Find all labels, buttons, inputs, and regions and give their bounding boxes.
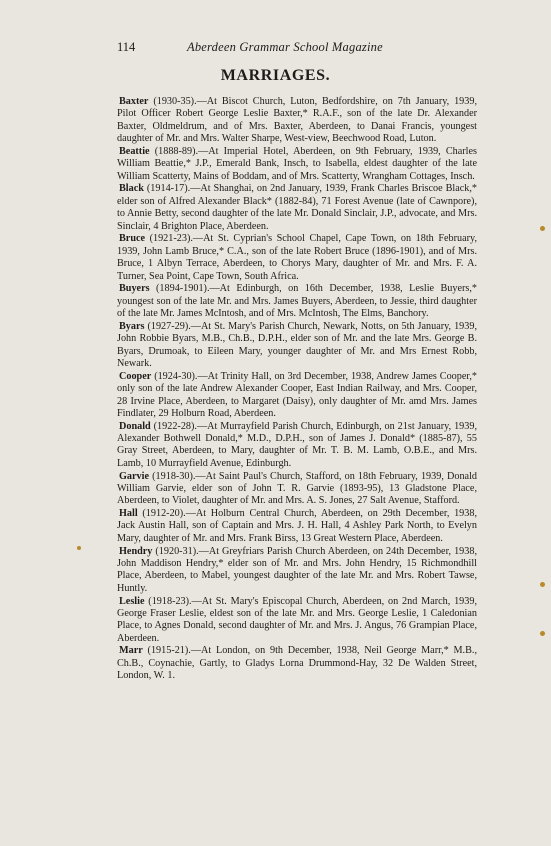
entry-text: (1912-20).—At Holburn Central Church, Aberdeen, on 29th December, 1938, Jack Austin Hall, son of Captain and Mrs. J. H. Hall, 4 Ashley Park North, to Evelyn Mary, daughter of Mr. and Mrs. Frank Birss, 13 Great Western Place, Aberdeen. (117, 508, 478, 544)
marriage-entry (117, 183, 477, 233)
entry-text: (1888-89).—At Imperial Hotel, Aberdeen, on 9th February, 1939, Charles William Beattie,* J.P., Emerald Bank, Insch, to Isabella, eldest daughter of the late William Scatterty, Mains of Boddam, and of Mrs. Scatterty, Wrangham Cottages, Insch. (117, 145, 478, 182)
marriage-entry (117, 645, 477, 682)
entry-text: (1918-23).—At St. Mary's Episcopal Church, Aberdeen, on 2nd March, 1939, George Fraser Leslie, eldest son of the late Mr. and Mrs. George Leslie, 1 Caledonian Place, to Agnes Donald, second daughter of Mr. and Mrs. J. Angus, 76 Grampian Place, Aberdeen. (117, 595, 478, 644)
margin-mark (540, 226, 545, 231)
marriage-entry (117, 96, 477, 146)
margin-mark (540, 582, 545, 587)
entry-surname: Leslie (119, 595, 145, 607)
marriage-entries (117, 96, 477, 683)
marriage-entry (117, 146, 477, 183)
entry-surname: Bruce (119, 233, 146, 245)
entry-surname: Buyers (119, 283, 150, 295)
margin-mark (77, 546, 81, 550)
page-number: 114 (117, 40, 136, 54)
entry-surname: Garvie (119, 470, 149, 482)
entry-surname: Beattie (119, 145, 150, 157)
marriage-entry (117, 471, 477, 508)
entry-surname: Byars (119, 320, 145, 332)
marriage-entry (117, 371, 477, 421)
margin-mark (540, 631, 545, 636)
marriage-entry (117, 546, 477, 596)
journal-title: Aberdeen Grammar School Magazine (187, 40, 383, 54)
entry-text: (1930-35).—At Biscot Church, Luton, Bedfordshire, on 7th January, 1939, Pilot Officer Robert George Leslie Baxter,* R.A.F., son of the late Dr. Alexander Baxter, Oldmeldrum, and of Mrs. Baxter, Aberdeen, to Danai Francis, youngest daughter of Mr. and Mrs. Walter Sharpe, West-view, Beechwood Road, Luton. (117, 96, 478, 145)
marriage-entry (117, 596, 477, 646)
entry-surname: Baxter (119, 96, 149, 107)
entry-surname: Donald (119, 420, 151, 432)
marriage-entry (117, 233, 477, 283)
entry-surname: Cooper (119, 370, 152, 382)
running-head (117, 40, 451, 55)
entry-surname: Hall (119, 508, 138, 520)
section-title: MARRIAGES. (220, 67, 331, 84)
entry-text: (1915-21).—At London, on 9th December, 1938, Neil George Marr,* M.B., Ch.B., Coynachie, Gartly, to Gladys Lorna Drummond-Hay, 32 De Walden Street, London, W. 1. (117, 645, 477, 682)
entry-text: (1927-29).—At St. Mary's Parish Church, Newark, Notts, on 5th January, 1939, John Robbie Byars, M.B., Ch.B., D.P.H., elder son of Mr. and the late Mrs. George B. Byars, Drumoak, to Eileen Mary, younger daughter of Mr. and Mrs Ernest Robb, Newark. (117, 320, 478, 370)
entry-text: (1922-28).—At Murrayfield Parish Church, Edinburgh, on 21st January, 1939, Alexander Bothwell Donald,* M.D., D.P.H., son of James J. Donald* (1885-87), 55 Gray Street, Aberdeen, to Mary, daughter of Mr. T. B. M. Lamb, O.B.E., and Mrs. Lamb, 10 Murrayfield Avenue, Edinburgh. (117, 420, 478, 469)
entry-text: (1920-31).—At Greyfriars Parish Church Aberdeen, on 24th December, 1938, John Maddison Hendry,* elder son of Mr. and Mrs. John Hendry, 15 Richmondhill Place, Aberdeen, to Mabel, youngest daughter of the late Mr. and Mrs. Robert Tawse, Huntly. (117, 545, 477, 594)
marriage-entry (117, 421, 477, 471)
entry-text: (1894-1901).—At Edinburgh, on 16th December, 1938, Leslie Buyers,* youngest son of the late Mr. and Mrs. James Buyers, Aberdeen, to Jessie, third daughter of the late Mr. James McIntosh, and of Mrs. McIntosh, The Elms, Banchory. (117, 283, 478, 320)
entry-surname: Hendry (119, 545, 153, 557)
marriage-entry (117, 321, 477, 371)
entry-text: (1914-17).—At Shanghai, on 2nd January, 1939, Frank Charles Briscoe Black,* elder son of Alfred Alexander Black* (1882-84), 71 Forest Avenue (late of Cawnpore), to Annie Betty, second daughter of the late Mr. Donald Sinclair, J.P., advocate, and Mrs. Sinclair, 4 Brighton Place, Aberdeen. (117, 183, 478, 232)
marriage-entry (117, 283, 477, 320)
marriage-entry (117, 508, 477, 545)
entry-surname: Black (119, 183, 144, 195)
entry-surname: Marr (119, 645, 143, 657)
entry-text: (1921-23).—At St. Cyprian's School Chapel, Cape Town, on 18th February, 1939, John Lamb Bruce,* C.A., son of the late Robert Bruce (1896-1901), and of Mrs. Bruce, 1 Albyn Terrace, Aberdeen, to Chorys Mary, daughter of Mr. and Mrs. F. A. Turner, Sea Point, Cape Town, South Africa. (117, 233, 477, 282)
entry-text: (1918-30).—At Saint Paul's Church, Stafford, on 18th February, 1939, Donald William Garvie, elder son of John T. R. Garvie (1893-95), 13 Gladstone Place, Aberdeen, to Violet, daughter of Mr. and Mrs. A. S. Jones, 27 Salt Avenue, Stafford. (117, 470, 478, 507)
entry-text: (1924-30).—At Trinity Hall, on 3rd December, 1938, Andrew James Cooper,* only son of the late Andrew Alexander Cooper, East Indian Railway, and Mrs. Cooper, 28 Irvine Place, Aberdeen, to Margaret (Daisy), only daughter of Mr. amd Mrs. James Findlater, 29 Holburn Road, Aberdeen. (117, 370, 477, 419)
